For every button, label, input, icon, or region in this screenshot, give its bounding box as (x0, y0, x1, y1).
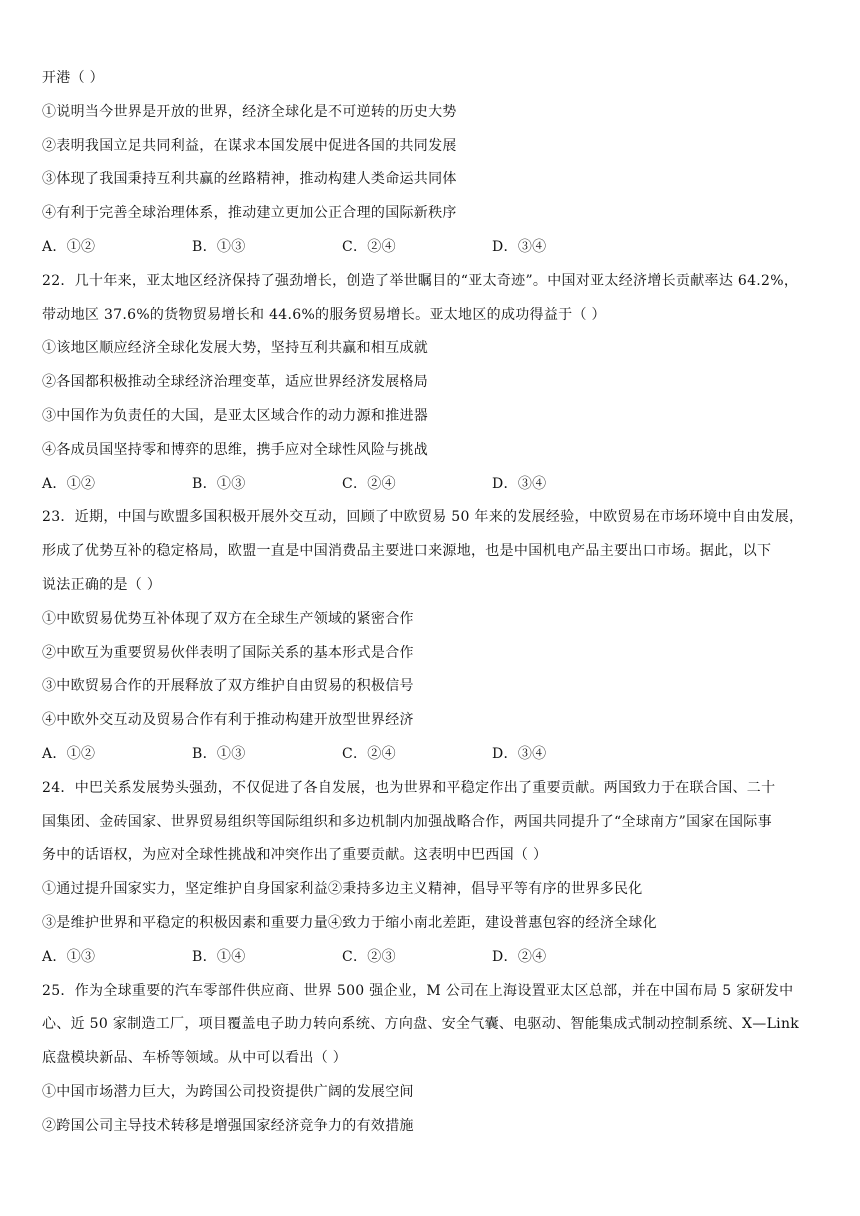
document-page (42, 62, 832, 1144)
q24-statements-1-2: ①通过提升国家实力，坚定维护自身国家利益②秉持多边主义精神，倡导平等有序的世界多民化 (42, 881, 643, 898)
q21-statement-1: ①说明当今世界是开放的世界，经济全球化是不可逆转的历史大势 (42, 103, 457, 120)
q24-options (42, 941, 832, 975)
q23-statement-4: ④中欧外交互动及贸易合作有利于推动构建开放型世界经济 (42, 712, 414, 729)
q25-stem-line-2: 心、近 50 家制造工厂，项目覆盖电子助力转向系统、方向盘、安全气囊、电驱动、智能集成式制动控制系统、X—Link (42, 1016, 800, 1033)
q23-statement-2: ②中欧互为重要贸易伙伴表明了国际关系的基本形式是合作 (42, 644, 414, 661)
q22-statement-1: ①该地区顺应经济全球化发展大势，坚持互利共赢和相互成就 (42, 340, 429, 357)
option-c: C．②④ (342, 745, 396, 762)
option-b: B．①④ (192, 948, 246, 965)
option-b: B．①③ (192, 238, 246, 255)
option-a: A．①③ (42, 948, 96, 965)
q23-stem-line-3: 说法正确的是（ ） (42, 576, 162, 593)
q22-statement-4: ④各成员国坚持零和博弈的思维，携手应对全球性风险与挑战 (42, 441, 429, 458)
q23-statement-1: ①中欧贸易优势互补体现了双方在全球生产领域的紧密合作 (42, 610, 414, 627)
q23-statement-3: ③中欧贸易合作的开展释放了双方维护自由贸易的积极信号 (42, 678, 414, 695)
option-d: D．②④ (492, 948, 547, 965)
q25-statement-2: ②跨国公司主导技术转移是增强国家经济竞争力的有效措施 (42, 1117, 414, 1134)
q22-stem-line-1: 22．几十年来，亚太地区经济保持了强劲增长，创造了举世瞩目的“亚太奇迹”。中国对亚太经济增长贡献率达 64.2%， (42, 272, 799, 289)
q22-statement-2: ②各国都积极推动全球经济治理变革，适应世界经济发展格局 (42, 374, 429, 391)
option-d: D．③④ (492, 475, 547, 492)
q25-stem-line-3: 底盘模块新品、车桥等领域。从中可以看出（ ） (42, 1050, 348, 1067)
q21-options (42, 231, 832, 265)
q22-statement-3: ③中国作为负责任的大国，是亚太区域合作的动力源和推进器 (42, 407, 429, 424)
option-c: C．②④ (342, 238, 396, 255)
option-c: C．②④ (342, 475, 396, 492)
q23-options (42, 738, 832, 772)
q22-options (42, 468, 832, 502)
q23-stem-line-1: 23．近期，中国与欧盟多国积极开展外交互动，回顾了中欧贸易 50 年来的发展经验，中欧贸易在市场环境中自由发展， (42, 509, 804, 526)
option-b: B．①③ (192, 745, 246, 762)
option-c: C．②③ (342, 948, 396, 965)
q25-stem-line-1: 25．作为全球重要的汽车零部件供应商、世界 500 强企业，M 公司在上海设置亚太区总部，并在中国布局 5 家研发中 (42, 982, 794, 999)
option-a: A．①② (42, 745, 96, 762)
option-a: A．①② (42, 475, 96, 492)
option-d: D．③④ (492, 745, 547, 762)
q24-stem-line-1: 24．中巴关系发展势头强劲，不仅促进了各自发展，也为世界和平稳定作出了重要贡献。两国致力于在联合国、二十 (42, 779, 776, 796)
q23-stem-line-2: 形成了优势互补的稳定格局，欧盟一直是中国消费品主要进口来源地，也是中国机电产品主要出口市场。据此，以下 (42, 543, 772, 560)
option-a: A．①② (42, 238, 96, 255)
q24-stem-line-2: 国集团、金砖国家、世界贸易组织等国际组织和多边机制内加强战略合作，两国共同提升了“全球南方”国家在国际事 (42, 813, 772, 830)
option-d: D．③④ (492, 238, 547, 255)
q22-stem-line-2: 带动地区 37.6%的货物贸易增长和 44.6%的服务贸易增长。亚太地区的成功得益于（ ） (42, 306, 606, 323)
q24-stem-line-3: 务中的话语权，为应对全球性挑战和冲突作出了重要贡献。这表明中巴西国（ ） (42, 847, 548, 864)
q21-statement-4: ④有利于完善全球治理体系，推动建立更加公正合理的国际新秩序 (42, 205, 457, 222)
q21-statement-3: ③体现了我国秉持互利共赢的丝路精神，推动构建人类命运共同体 (42, 171, 457, 188)
q24-statements-3-4: ③是维护世界和平稳定的积极因素和重要力量④致力于缩小南北差距，建设普惠包容的经济全球化 (42, 914, 657, 931)
q25-statement-1: ①中国市场潜力巨大，为跨国公司投资提供广阔的发展空间 (42, 1083, 414, 1100)
q21-stem-tail: 开港（ ） (42, 70, 104, 86)
option-b: B．①③ (192, 475, 246, 492)
q21-statement-2: ②表明我国立足共同利益，在谋求本国发展中促进各国的共同发展 (42, 137, 457, 154)
